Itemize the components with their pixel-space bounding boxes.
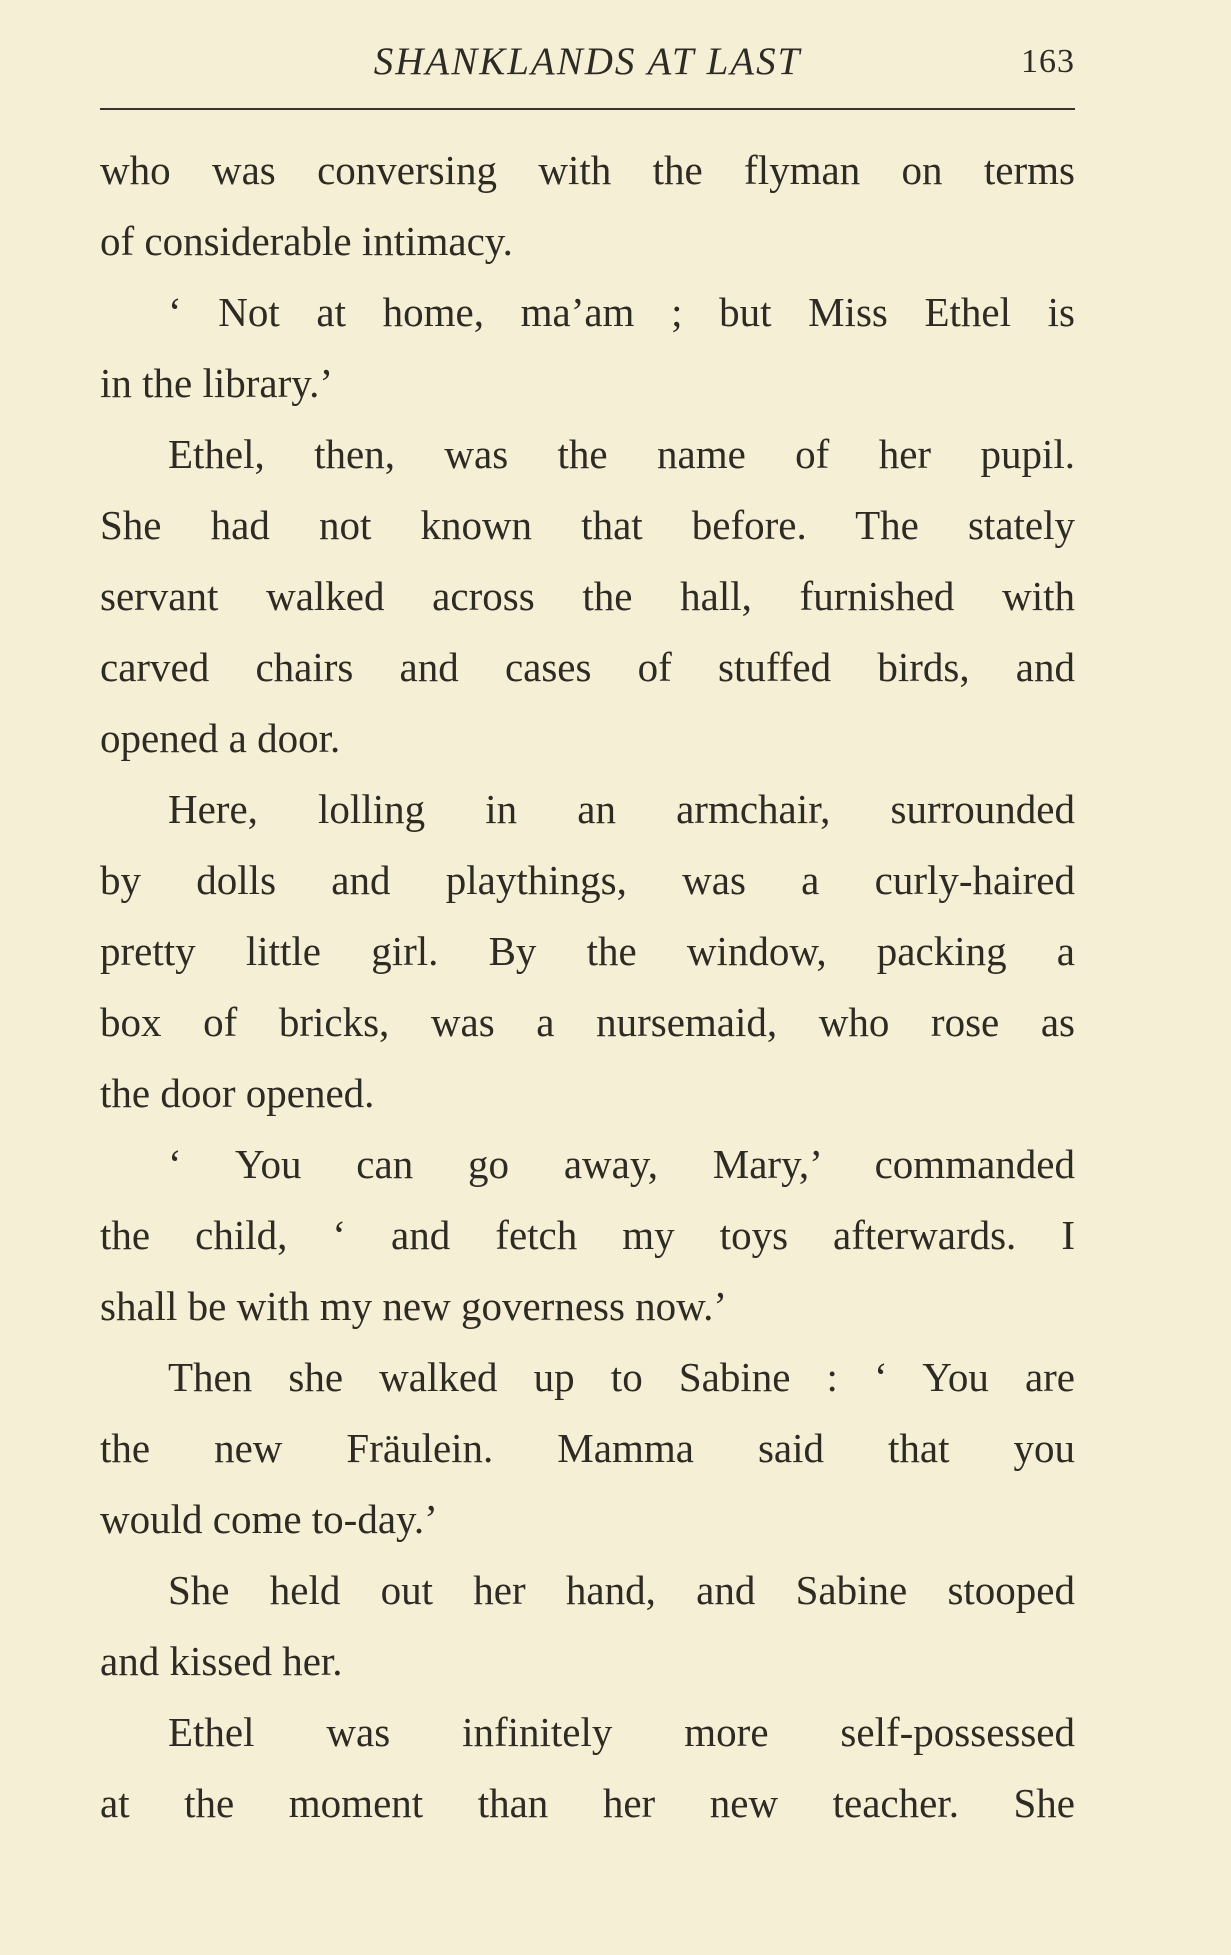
text-line: in the library.’	[100, 360, 334, 406]
text-line: Then she walked up to Sabine : ‘ You are	[168, 1354, 1075, 1400]
text-line: who was conversing with the flyman on terms	[100, 147, 1075, 193]
text-line: opened a door.	[100, 715, 341, 761]
text-line: ‘ Not at home, ma’am ; but Miss Ethel is	[168, 289, 1075, 335]
text-line: the child, ‘ and fetch my toys afterwards. I	[100, 1212, 1075, 1258]
running-title: SHANKLANDS AT LAST	[373, 40, 802, 83]
text-line: by dolls and playthings, was a curly-haired	[100, 857, 1075, 903]
text-line: She held out her hand, and Sabine stooped	[168, 1567, 1075, 1613]
running-head	[100, 32, 1075, 92]
body-text	[100, 135, 1075, 1839]
text-line: at the moment than her new teacher. She	[100, 1780, 1075, 1826]
text-line: ‘ You can go away, Mary,’ commanded	[168, 1141, 1075, 1187]
text-line: She had not known that before. The stately	[100, 502, 1075, 548]
text-line: and kissed her.	[100, 1638, 343, 1684]
text-line: Here, lolling in an armchair, surrounded	[168, 786, 1075, 832]
text-line: Ethel was infinitely more self-possessed	[168, 1709, 1075, 1755]
text-line: shall be with my new governess now.’	[100, 1283, 728, 1329]
text-line: Ethel, then, was the name of her pupil.	[168, 431, 1075, 477]
text-line: would come to-day.’	[100, 1496, 438, 1542]
text-line: the door opened.	[100, 1070, 375, 1116]
text-line: box of bricks, was a nursemaid, who rose as	[100, 999, 1075, 1045]
header-rule	[100, 108, 1075, 110]
text-line: pretty little girl. By the window, packing a	[100, 928, 1075, 974]
text-line: carved chairs and cases of stuffed birds, and	[100, 644, 1075, 690]
text-line: of considerable intimacy.	[100, 218, 513, 264]
text-line: the new Fräulein. Mamma said that you	[100, 1425, 1075, 1471]
text-line: servant walked across the hall, furnished with	[100, 573, 1075, 619]
page-number: 163	[1021, 43, 1075, 80]
